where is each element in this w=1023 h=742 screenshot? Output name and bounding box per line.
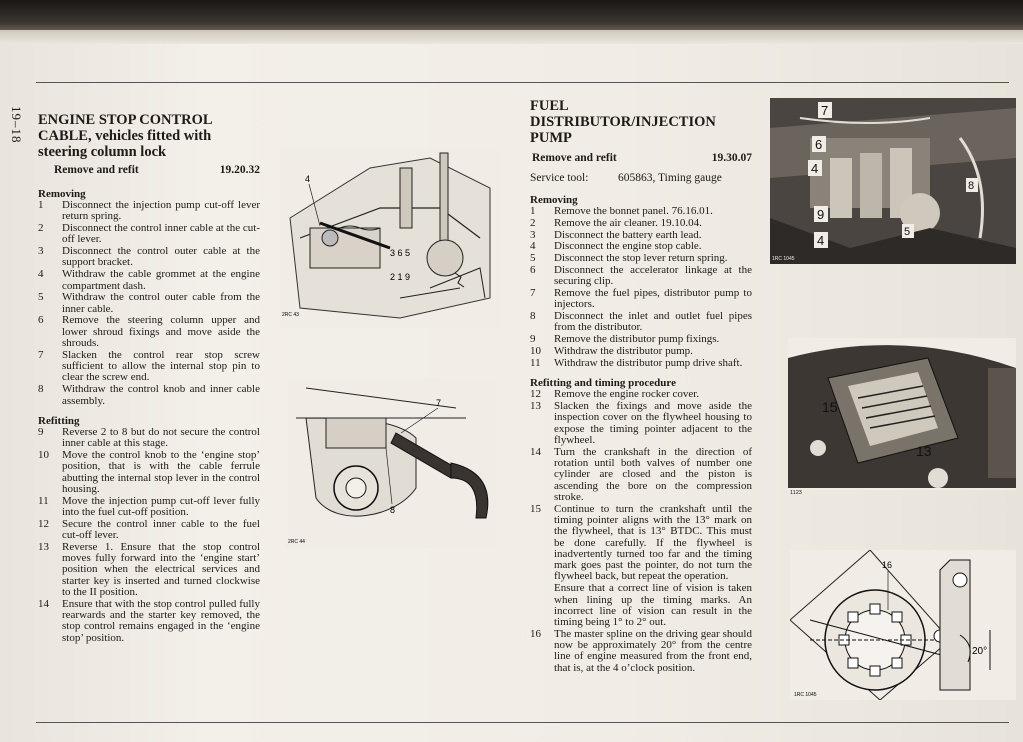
step-text: Remove the steering column upper and lower shroud fixings and move aside the shrouds. bbox=[62, 314, 260, 350]
callout-7: 7 bbox=[821, 103, 829, 118]
figure-engine-stop-cable-pump bbox=[280, 148, 500, 328]
right-subheader bbox=[532, 152, 752, 164]
step-number: 13 bbox=[38, 540, 49, 553]
left-removing-heading: Removing bbox=[38, 188, 86, 200]
list-item bbox=[38, 315, 260, 349]
step-number: 15 bbox=[530, 502, 541, 515]
step-text: Remove the distributor pump fixings. bbox=[554, 333, 720, 346]
list-item bbox=[38, 292, 260, 315]
list-item bbox=[38, 269, 260, 292]
left-subheader bbox=[54, 164, 260, 176]
figure-driving-gear-spline bbox=[790, 550, 1016, 700]
step-number: 13 bbox=[530, 399, 541, 412]
callout-365: 3 6 5 bbox=[390, 248, 411, 258]
list-item bbox=[530, 401, 752, 446]
callout-16: 16 bbox=[882, 560, 893, 570]
figure-distributor-photo bbox=[770, 98, 1016, 264]
callout-8: 8 bbox=[390, 505, 396, 515]
right-subtitle: Remove and refit bbox=[532, 152, 617, 164]
right-column bbox=[530, 98, 752, 675]
step-text: The master spline on the driving gear should now be approximately 20° from the centre line of engine measured from the front end, that is, at the 4 o’clock position. bbox=[554, 627, 752, 674]
step-text: Slacken the fixings and move aside the inspection cover on the flywheel housing to expose the timing pointer adjacent to the flywheel. bbox=[554, 399, 752, 446]
service-tool-value: 605863, Timing gauge bbox=[618, 172, 722, 184]
list-item bbox=[38, 450, 260, 495]
page-number: 19–18 bbox=[9, 106, 24, 144]
step-number: 4 bbox=[38, 268, 44, 281]
callout-4: 4 bbox=[305, 174, 311, 184]
step-text: Withdraw the control outer cable from the inner cable. bbox=[62, 291, 260, 315]
left-title: ENGINE STOP CONTROL CABLE, vehicles fitted with steering column lock bbox=[38, 112, 212, 160]
figure-caption-gear: 1RC 1045 bbox=[794, 692, 817, 698]
list-item bbox=[530, 447, 752, 503]
callout-13: 13 bbox=[916, 443, 932, 459]
step-number: 6 bbox=[38, 314, 44, 327]
step-text: Disconnect the battery earth lead. bbox=[554, 228, 702, 241]
figure-caption-1123: 1123 bbox=[790, 490, 802, 496]
list-item bbox=[530, 288, 752, 311]
step-text: Ensure that a correct line of vision is taken when lining up the timing marks. An incorrect line of vision can result in the timing being 1° to 2° out. bbox=[554, 582, 752, 629]
step-text: Remove the air cleaner. 19.10.04. bbox=[554, 216, 702, 229]
left-refitting-list bbox=[38, 427, 260, 644]
callout-4: 4 bbox=[811, 161, 819, 176]
list-item bbox=[38, 599, 260, 644]
step-number: 8 bbox=[38, 383, 44, 396]
step-text: Disconnect the control outer cable at the support bracket. bbox=[62, 245, 260, 269]
step-text: Ensure that with the stop control pulled fully rearwards and the starter key removed, the stop control remains engaged in the ‘engine stop’ position. bbox=[62, 597, 260, 644]
step-number: 12 bbox=[38, 517, 49, 530]
step-number: 2 bbox=[530, 216, 536, 229]
step-text: Withdraw the control knob and inner cable assembly. bbox=[62, 383, 260, 407]
list-item bbox=[38, 246, 260, 269]
step-number: 16 bbox=[530, 627, 541, 640]
right-refitting-list bbox=[530, 389, 752, 674]
step-text: Remove the fuel pipes, distributor pump to injectors. bbox=[554, 287, 752, 311]
step-number: 11 bbox=[530, 356, 541, 369]
step-number bbox=[530, 583, 554, 628]
photo-caption: 1RC 1045 bbox=[772, 256, 795, 262]
step-text: Disconnect the injection pump cut-off lever return spring. bbox=[62, 199, 260, 223]
step-number: 12 bbox=[530, 388, 541, 401]
list-item bbox=[38, 384, 260, 407]
step-number: 7 bbox=[530, 287, 536, 300]
list-item bbox=[530, 583, 752, 628]
step-number: 5 bbox=[38, 291, 44, 304]
list-item bbox=[38, 542, 260, 598]
step-text: Turn the crankshaft in the direction of rotation until both valves of number one cylinder are closed and the piston is ascending the bore on the compression stroke. bbox=[554, 445, 752, 503]
step-number: 14 bbox=[530, 445, 541, 458]
list-item bbox=[38, 200, 260, 223]
step-number: 7 bbox=[38, 348, 44, 361]
list-item bbox=[530, 241, 752, 252]
service-tool-label: Service tool: bbox=[530, 172, 589, 184]
step-number: 1 bbox=[38, 199, 44, 211]
step-text: Continue to turn the crankshaft until the timing pointer aligns with the 13° mark on the flywheel, that is 13° BTDC. This must be done carefully. If the flywheel is inadvertently turned too far and the timing mark goes past the pointer, do not turn the flywheel back, but repeat the operation. bbox=[554, 502, 752, 583]
step-number: 1 bbox=[530, 205, 536, 217]
list-item bbox=[530, 253, 752, 264]
step-text: Disconnect the stop lever return spring. bbox=[554, 252, 728, 265]
right-removing-list bbox=[530, 206, 752, 369]
scan-background bbox=[0, 0, 1023, 32]
list-item bbox=[530, 230, 752, 241]
callout-7: 7 bbox=[436, 398, 442, 408]
step-text: Reverse 2 to 8 but do not secure the control inner cable at this stage. bbox=[62, 425, 260, 450]
header-rule bbox=[36, 82, 1009, 83]
left-operation-no: 19.20.32 bbox=[219, 164, 260, 176]
step-text: Withdraw the distributor pump drive shaft. bbox=[554, 356, 743, 369]
list-item bbox=[38, 223, 260, 246]
step-text: Reverse 1. Ensure that the stop control moves fully forward into the ‘engine start’ position when the electrical services and starter key is inserted and turned clockwise to the II position. bbox=[62, 540, 260, 598]
right-operation-no: 19.30.07 bbox=[711, 152, 752, 164]
callout-15: 15 bbox=[822, 399, 838, 415]
figure-caption: 2RC 43 bbox=[282, 312, 299, 318]
left-refitting-heading: Refitting bbox=[38, 414, 80, 427]
step-number: 14 bbox=[38, 597, 49, 610]
step-number: 11 bbox=[38, 494, 49, 507]
step-number: 4 bbox=[530, 240, 536, 253]
list-item bbox=[38, 496, 260, 519]
footer-rule bbox=[36, 722, 1009, 723]
figure-timing-pointer-photo bbox=[788, 338, 1016, 490]
step-number: 6 bbox=[530, 263, 536, 276]
step-text: Secure the control inner cable to the fuel cut-off lever. bbox=[62, 517, 260, 542]
step-number: 5 bbox=[530, 252, 536, 265]
step-text: Disconnect the inlet and outlet fuel pipes from the distributor. bbox=[554, 310, 752, 334]
callout-219: 2 1 9 bbox=[390, 272, 411, 282]
list-item bbox=[530, 358, 752, 369]
step-text: Disconnect the accelerator linkage at the securing clip. bbox=[554, 263, 752, 288]
step-text: Disconnect the engine stop cable. bbox=[554, 240, 702, 253]
left-removing-list bbox=[38, 200, 260, 407]
step-number: 8 bbox=[530, 310, 536, 323]
right-refitting-heading: Refitting and timing procedure bbox=[530, 377, 676, 390]
list-item bbox=[38, 427, 260, 450]
left-column bbox=[38, 112, 260, 644]
list-item bbox=[530, 218, 752, 229]
list-item bbox=[530, 206, 752, 217]
list-item bbox=[38, 519, 260, 542]
step-text: Disconnect the control inner cable at the cut-off lever. bbox=[62, 222, 260, 246]
page-edge bbox=[0, 30, 1023, 44]
step-number: 9 bbox=[530, 333, 536, 346]
callout-8: 8 bbox=[968, 180, 975, 192]
step-number: 10 bbox=[530, 345, 541, 358]
right-removing-heading: Removing bbox=[530, 194, 578, 206]
list-item bbox=[530, 334, 752, 345]
step-number: 3 bbox=[38, 245, 44, 258]
callout-5: 5 bbox=[904, 226, 911, 238]
callout-6: 6 bbox=[815, 137, 823, 152]
step-text: Slacken the control rear stop screw sufficient to allow the internal stop pin to clear the screw end. bbox=[62, 348, 260, 384]
step-text: Remove the engine rocker cover. bbox=[554, 388, 700, 401]
left-subtitle: Remove and refit bbox=[54, 164, 139, 176]
step-text: Remove the bonnet panel. 76.16.01. bbox=[554, 205, 713, 217]
list-item bbox=[530, 265, 752, 288]
step-number: 10 bbox=[38, 448, 49, 461]
angle-20-label: 20° bbox=[972, 646, 988, 657]
list-item bbox=[530, 629, 752, 674]
step-text: Withdraw the cable grommet at the engine compartment dash. bbox=[62, 268, 260, 292]
step-number: 3 bbox=[530, 228, 536, 241]
right-title: FUEL DISTRIBUTOR/INJECTION PUMP bbox=[530, 98, 716, 146]
step-number: 9 bbox=[38, 425, 44, 438]
list-item bbox=[530, 346, 752, 357]
list-item bbox=[530, 389, 752, 400]
list-item bbox=[38, 350, 260, 384]
figure-caption-2: 2RC 44 bbox=[288, 539, 305, 545]
figure-steering-column-control bbox=[286, 378, 496, 548]
callout-9: 9 bbox=[817, 207, 825, 222]
step-text: Withdraw the distributor pump. bbox=[554, 345, 693, 358]
callout-4b: 4 bbox=[817, 233, 825, 248]
list-item bbox=[530, 504, 752, 583]
service-tool-row bbox=[530, 172, 752, 184]
step-text: Move the control knob to the ‘engine stop’ position, that is with the cable ferrule abutting the internal stop lever in the control housing. bbox=[62, 448, 260, 495]
step-text: Move the injection pump cut-off lever fully into the fuel cut-off position. bbox=[62, 494, 260, 518]
step-number: 2 bbox=[38, 222, 44, 235]
list-item bbox=[530, 311, 752, 334]
